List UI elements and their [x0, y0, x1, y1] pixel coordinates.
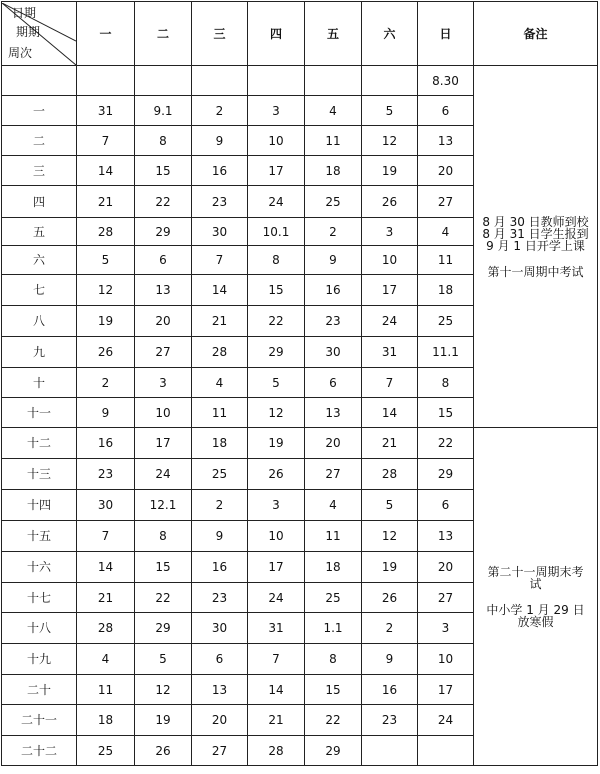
day-cell: 21: [248, 705, 305, 736]
day-cell: 27: [305, 459, 362, 490]
day-cell: 11: [305, 126, 362, 156]
day-cell: 30: [305, 337, 362, 368]
day-cell: 16: [192, 552, 248, 583]
header-tuesday: 二: [135, 2, 192, 66]
day-cell: 29: [135, 218, 192, 246]
day-cell: 18: [77, 705, 135, 736]
day-cell: 24: [248, 583, 305, 613]
day-cell: 19: [362, 552, 418, 583]
header-row: [2, 2, 598, 66]
day-cell: 10.1: [248, 218, 305, 246]
day-cell: 9.1: [135, 96, 192, 126]
day-cell: 23: [77, 459, 135, 490]
day-cell: 5: [135, 644, 192, 675]
week-label: 一: [2, 96, 77, 126]
day-cell: 10: [362, 246, 418, 275]
day-cell: 7: [362, 368, 418, 398]
pre-week-cell: [77, 66, 135, 96]
day-cell: 3: [248, 490, 305, 521]
note-line: 中小学 1 月 29 日: [486, 602, 585, 617]
day-cell: 28: [248, 736, 305, 766]
day-cell: 21: [77, 583, 135, 613]
day-cell: 21: [77, 186, 135, 218]
day-cell: 4: [305, 96, 362, 126]
day-cell: 18: [305, 552, 362, 583]
day-cell: 5: [77, 246, 135, 275]
week-label: 四: [2, 186, 77, 218]
day-cell: 13: [418, 521, 474, 552]
day-cell: 19: [135, 705, 192, 736]
day-cell: 10: [418, 644, 474, 675]
day-cell: 14: [362, 398, 418, 428]
day-cell: 6: [305, 368, 362, 398]
header-thursday: 四: [248, 2, 305, 66]
day-cell: 7: [77, 126, 135, 156]
day-cell: 10: [248, 126, 305, 156]
header-saturday: 六: [362, 2, 418, 66]
week-label: 十三: [2, 459, 77, 490]
day-cell: 7: [192, 246, 248, 275]
day-cell: 25: [418, 306, 474, 337]
note-line: 8 月 30 日教师到校: [482, 214, 589, 229]
day-cell: 18: [192, 428, 248, 459]
pre-week-cell: [135, 66, 192, 96]
week-label: 七: [2, 275, 77, 306]
day-cell: 29: [135, 613, 192, 644]
day-cell: 14: [192, 275, 248, 306]
day-cell: 15: [418, 398, 474, 428]
day-cell: 28: [77, 613, 135, 644]
day-cell: 6: [418, 96, 474, 126]
day-cell: 4: [418, 218, 474, 246]
day-cell: 15: [135, 552, 192, 583]
day-cell: 1.1: [305, 613, 362, 644]
corner-period-label: 期期: [16, 24, 41, 39]
day-cell: 2: [305, 218, 362, 246]
week-label: 十七: [2, 583, 77, 613]
week-label: 十九: [2, 644, 77, 675]
pre-week-cell: [305, 66, 362, 96]
day-cell: 28: [362, 459, 418, 490]
day-cell: 16: [77, 428, 135, 459]
day-cell: 19: [362, 156, 418, 186]
day-cell: 2: [192, 96, 248, 126]
day-cell: 14: [77, 552, 135, 583]
pre-week-cell: [192, 66, 248, 96]
pre-week-cell: [248, 66, 305, 96]
day-cell: 9: [192, 521, 248, 552]
day-cell: 5: [362, 490, 418, 521]
day-cell: 19: [248, 428, 305, 459]
day-cell: 4: [192, 368, 248, 398]
day-cell: 23: [305, 306, 362, 337]
day-cell: 14: [77, 156, 135, 186]
day-cell: 12: [135, 675, 192, 705]
header-notes: 备注: [474, 2, 598, 66]
day-cell: 3: [135, 368, 192, 398]
week-label: 三: [2, 156, 77, 186]
note-line: 试: [529, 576, 542, 591]
day-cell: 17: [135, 428, 192, 459]
corner-date-label: 日期: [12, 5, 37, 20]
week-label: 二: [2, 126, 77, 156]
day-cell: 23: [192, 186, 248, 218]
day-cell: 28: [192, 337, 248, 368]
pre-week-sunday: 8.30: [418, 66, 474, 96]
header-friday: 五: [305, 2, 362, 66]
notes-cell-first-half: [474, 66, 598, 428]
header-sunday: 日: [418, 2, 474, 66]
day-cell: 4: [77, 644, 135, 675]
day-cell: 26: [77, 337, 135, 368]
week-row: [2, 428, 598, 459]
calendar-body: [2, 2, 598, 766]
pre-week-label: [2, 66, 77, 96]
header-monday: 一: [77, 2, 135, 66]
day-cell: 29: [418, 459, 474, 490]
pre-week-row: [2, 66, 598, 96]
week-label: 二十: [2, 675, 77, 705]
day-cell: 26: [362, 186, 418, 218]
day-cell: 21: [192, 306, 248, 337]
week-label: 二十二: [2, 736, 77, 766]
day-cell: 31: [248, 613, 305, 644]
day-cell: 24: [135, 459, 192, 490]
day-cell: 30: [77, 490, 135, 521]
day-cell: 6: [135, 246, 192, 275]
day-cell: 3: [418, 613, 474, 644]
day-cell: 19: [77, 306, 135, 337]
day-cell: 9: [362, 644, 418, 675]
day-cell: 12: [362, 521, 418, 552]
day-cell: 29: [305, 736, 362, 766]
note-line: 第二十一周期末考: [487, 564, 584, 579]
day-cell: 6: [192, 644, 248, 675]
day-cell: 7: [77, 521, 135, 552]
day-cell: 7: [248, 644, 305, 675]
day-cell: 11: [305, 521, 362, 552]
day-cell: 15: [305, 675, 362, 705]
day-cell: 31: [77, 96, 135, 126]
day-cell: 27: [192, 736, 248, 766]
day-cell: 22: [305, 705, 362, 736]
day-cell: 13: [135, 275, 192, 306]
day-cell: 11.1: [418, 337, 474, 368]
day-cell: 12: [248, 398, 305, 428]
week-label: 十: [2, 368, 77, 398]
day-cell: 12: [362, 126, 418, 156]
day-cell: 25: [77, 736, 135, 766]
week-label: 八: [2, 306, 77, 337]
day-cell: 22: [135, 583, 192, 613]
day-cell: 16: [192, 156, 248, 186]
day-cell: 12.1: [135, 490, 192, 521]
day-cell: 4: [305, 490, 362, 521]
day-cell: 14: [248, 675, 305, 705]
day-cell: 24: [418, 705, 474, 736]
day-cell: 3: [248, 96, 305, 126]
week-label: 九: [2, 337, 77, 368]
day-cell: 21: [362, 428, 418, 459]
week-label: 十二: [2, 428, 77, 459]
day-cell: 13: [192, 675, 248, 705]
day-cell: 27: [135, 337, 192, 368]
day-cell: 23: [192, 583, 248, 613]
day-cell: 8: [248, 246, 305, 275]
day-cell: [362, 736, 418, 766]
day-cell: 8: [135, 126, 192, 156]
day-cell: 10: [135, 398, 192, 428]
note-line: 8 月 31 日学生报到: [482, 226, 589, 241]
day-cell: 2: [77, 368, 135, 398]
day-cell: 6: [418, 490, 474, 521]
day-cell: 20: [305, 428, 362, 459]
day-cell: 16: [305, 275, 362, 306]
day-cell: 25: [305, 583, 362, 613]
day-cell: 24: [362, 306, 418, 337]
corner-cell: [2, 2, 77, 66]
day-cell: 9: [77, 398, 135, 428]
day-cell: 15: [135, 156, 192, 186]
day-cell: 27: [418, 583, 474, 613]
day-cell: 22: [135, 186, 192, 218]
week-label: 五: [2, 218, 77, 246]
day-cell: 2: [192, 490, 248, 521]
day-cell: 24: [248, 186, 305, 218]
day-cell: 8: [305, 644, 362, 675]
day-cell: 17: [362, 275, 418, 306]
day-cell: 20: [135, 306, 192, 337]
day-cell: 18: [305, 156, 362, 186]
day-cell: 18: [418, 275, 474, 306]
day-cell: 11: [418, 246, 474, 275]
week-label: 十六: [2, 552, 77, 583]
day-cell: 3: [362, 218, 418, 246]
pre-week-cell: [362, 66, 418, 96]
day-cell: 25: [192, 459, 248, 490]
day-cell: 11: [192, 398, 248, 428]
notes-cell-second-half: [474, 428, 598, 766]
day-cell: 15: [248, 275, 305, 306]
day-cell: 10: [248, 521, 305, 552]
day-cell: 28: [77, 218, 135, 246]
day-cell: 9: [305, 246, 362, 275]
day-cell: 11: [77, 675, 135, 705]
day-cell: 30: [192, 218, 248, 246]
week-label: 十一: [2, 398, 77, 428]
note-line: 9 月 1 日开学上课: [486, 238, 585, 253]
week-label: 二十一: [2, 705, 77, 736]
week-label: 十四: [2, 490, 77, 521]
day-cell: 26: [248, 459, 305, 490]
day-cell: 22: [248, 306, 305, 337]
day-cell: [418, 736, 474, 766]
day-cell: 31: [362, 337, 418, 368]
week-label: 六: [2, 246, 77, 275]
day-cell: 8: [418, 368, 474, 398]
day-cell: 9: [192, 126, 248, 156]
note-line: 第十一周期中考试: [487, 264, 584, 279]
day-cell: 20: [418, 552, 474, 583]
calendar-table: [1, 1, 598, 766]
day-cell: 16: [362, 675, 418, 705]
day-cell: 13: [418, 126, 474, 156]
day-cell: 8: [135, 521, 192, 552]
corner-week-label: 周次: [8, 45, 33, 60]
day-cell: 17: [248, 156, 305, 186]
day-cell: 17: [418, 675, 474, 705]
day-cell: 20: [192, 705, 248, 736]
day-cell: 12: [77, 275, 135, 306]
day-cell: 27: [418, 186, 474, 218]
day-cell: 30: [192, 613, 248, 644]
day-cell: 22: [418, 428, 474, 459]
week-label: 十八: [2, 613, 77, 644]
note-line: 放寒假: [517, 614, 554, 629]
header-wednesday: 三: [192, 2, 248, 66]
day-cell: 25: [305, 186, 362, 218]
day-cell: 26: [135, 736, 192, 766]
week-label: 十五: [2, 521, 77, 552]
day-cell: 5: [248, 368, 305, 398]
day-cell: 29: [248, 337, 305, 368]
day-cell: 2: [362, 613, 418, 644]
day-cell: 5: [362, 96, 418, 126]
day-cell: 17: [248, 552, 305, 583]
day-cell: 23: [362, 705, 418, 736]
day-cell: 20: [418, 156, 474, 186]
day-cell: 26: [362, 583, 418, 613]
day-cell: 13: [305, 398, 362, 428]
